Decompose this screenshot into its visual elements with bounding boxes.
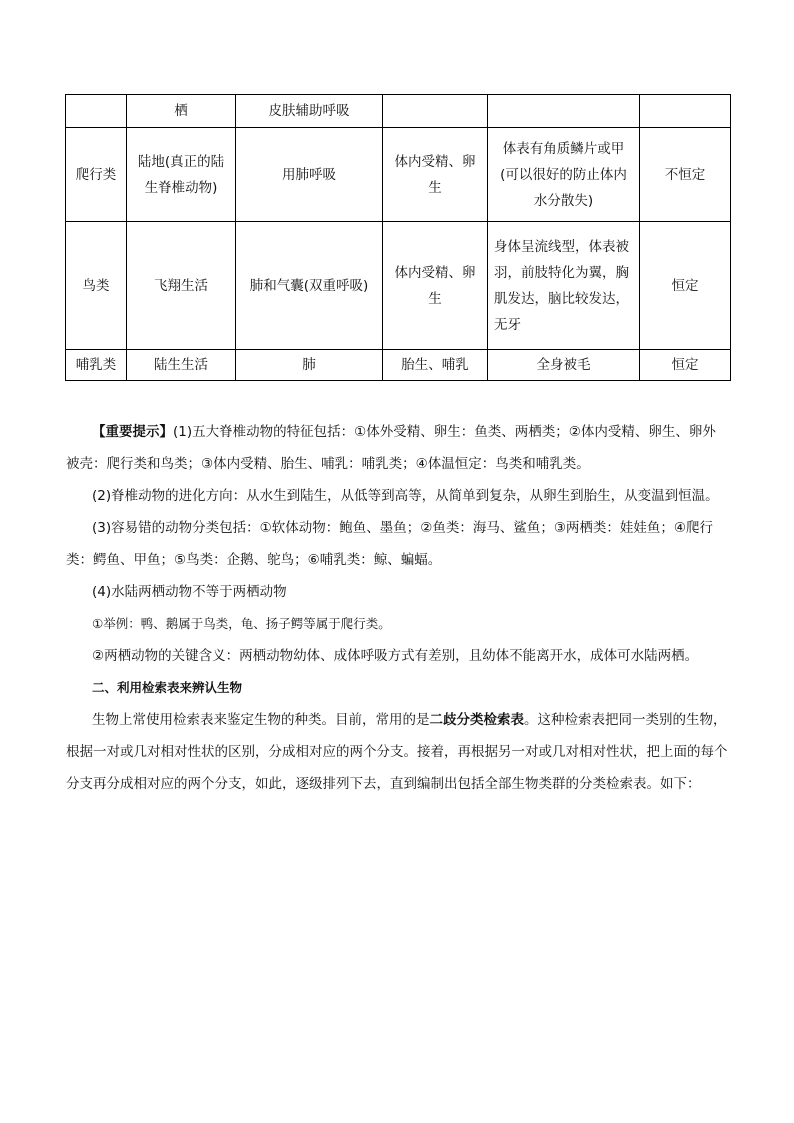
tip-paragraph-1 — [66, 416, 729, 480]
section-text-after: 。这种检索表把同一类别的生物，根据一对或几对相对性状的区别，分成相对应的两个分支。接着，再根据另一对或几对相对性状，把上面的每个分支再分成相对应的两个分支，如此，逐级排列下去，直到编制出包括全部生物类群的分类检索表。如下： — [66, 712, 728, 792]
table-cell — [640, 95, 731, 128]
table-cell: 肺和气囊(双重呼吸) — [236, 222, 383, 350]
tip-paragraph-6: ②两栖动物的关键含义：两栖动物幼体、成体呼吸方式有差别，且幼体不能离开水，成体可水陆两栖。 — [92, 648, 699, 664]
table-row — [66, 222, 731, 350]
table-cell: 恒定 — [640, 222, 731, 350]
body-text — [66, 416, 729, 800]
table-row — [66, 95, 731, 128]
table-body — [66, 95, 731, 381]
tip-text-1: (1)五大脊椎动物的特征包括：①体外受精、卵生：鱼类、两栖类；②体内受精、卵生、卵外被壳：爬行类和鸟类；③体内受精、胎生、哺乳：哺乳类；④体温恒定：鸟类和哺乳类。 — [66, 424, 716, 472]
table-cell: 体内受精、卵生 — [383, 222, 488, 350]
tip-paragraph-5: ①举例：鸭、鹅属于鸟类，龟、扬子鳄等属于爬行类。 — [92, 616, 391, 631]
table-cell: 皮肤辅助呼吸 — [236, 95, 383, 128]
table-cell: 肺 — [236, 350, 383, 381]
table-cell: 哺乳类 — [66, 350, 127, 381]
table-cell: 陆生生活 — [127, 350, 236, 381]
section-text-before: 生物上常使用检索表来鉴定生物的种类。目前，常用的是 — [92, 712, 430, 728]
vertebrate-table — [65, 94, 731, 381]
section-text-bold: 二歧分类检索表 — [429, 712, 524, 728]
table-cell: 身体呈流线型，体表被羽，前肢特化为翼，胸肌发达，脑比较发达，无牙 — [488, 222, 640, 350]
tip-paragraph-3: (3)容易错的动物分类包括：①软体动物：鲍鱼、墨鱼；②鱼类：海马、鲨鱼；③两栖类：娃娃鱼；④爬行类：鳄鱼、甲鱼；⑤鸟类：企鹅、鸵鸟；⑥哺乳类：鲸、蝙蝠。 — [66, 520, 714, 568]
section-paragraph — [66, 704, 729, 800]
section-heading: 二、利用检索表来辨认生物 — [92, 680, 243, 695]
table-cell: 体内受精、卵生 — [383, 128, 488, 222]
table-cell: 胎生、哺乳 — [383, 350, 488, 381]
table-cell — [66, 95, 127, 128]
tip-paragraph-2: (2)脊椎动物的进化方向：从水生到陆生，从低等到高等，从简单到复杂，从卵生到胎生，从变温到恒温。 — [92, 488, 719, 504]
table-row — [66, 128, 731, 222]
table-cell: 鸟类 — [66, 222, 127, 350]
table-cell: 栖 — [127, 95, 236, 128]
tip-label: 【重要提示】 — [92, 424, 173, 440]
tip-paragraph-4: (4)水陆两栖动物不等于两栖动物 — [92, 584, 287, 600]
table-cell: 用肺呼吸 — [236, 128, 383, 222]
table-cell: 飞翔生活 — [127, 222, 236, 350]
table-cell: 体表有角质鳞片或甲(可以很好的防止体内水分散失) — [488, 128, 640, 222]
table-cell: 不恒定 — [640, 128, 731, 222]
table-cell — [383, 95, 488, 128]
table-cell: 恒定 — [640, 350, 731, 381]
table-cell — [488, 95, 640, 128]
table-row — [66, 350, 731, 381]
table-cell: 陆地(真正的陆生脊椎动物) — [127, 128, 236, 222]
table-cell: 爬行类 — [66, 128, 127, 222]
table-cell: 全身被毛 — [488, 350, 640, 381]
